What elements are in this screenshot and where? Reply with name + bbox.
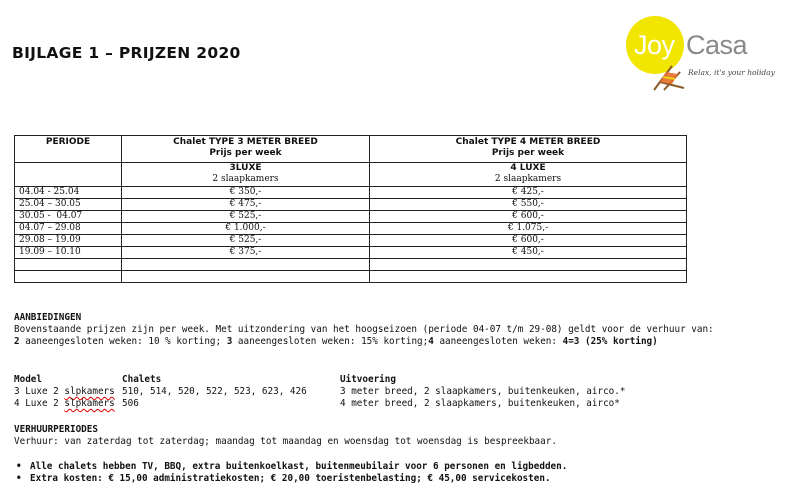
price-type4-cell: € 600,- bbox=[370, 235, 687, 247]
bullet-icon: • bbox=[16, 473, 22, 484]
table-row bbox=[15, 235, 687, 247]
bullet-text: Alle chalets hebben TV, BBQ, extra buitenkoelkast, buitenmeubilair voor 6 personen en ligbedden. bbox=[30, 461, 568, 472]
table-row bbox=[15, 187, 687, 199]
offers-text-line2 bbox=[14, 336, 658, 348]
price-type3-cell: € 525,- bbox=[122, 235, 370, 247]
offers-t1: aaneengesloten weken: 10 % korting; bbox=[19, 336, 227, 347]
price-table bbox=[14, 135, 687, 283]
model-prefix: 4 Luxe 2 bbox=[14, 398, 65, 409]
model-word: slpkamers bbox=[64, 398, 115, 409]
table-row-empty bbox=[15, 271, 687, 283]
price-type3-cell: € 1.000,- bbox=[122, 223, 370, 235]
offers-t3: aaneengesloten weken: bbox=[433, 336, 563, 347]
bullet-text: Extra kosten: € 15,00 administratiekosten; € 20,00 toeristenbelasting; € 45,00 servicekosten. bbox=[30, 473, 551, 484]
joycasa-logo bbox=[622, 8, 794, 94]
price-type3-cell: € 375,- bbox=[122, 247, 370, 259]
table-row bbox=[15, 199, 687, 211]
period-cell: 25.04 – 30.05 bbox=[15, 199, 122, 211]
offers-n3: 4 bbox=[428, 336, 434, 347]
table-row bbox=[15, 223, 687, 235]
price-type3-cell: € 350,- bbox=[122, 187, 370, 199]
table-subheader-row bbox=[15, 163, 687, 187]
period-cell: 30.05 - 04.07 bbox=[15, 211, 122, 223]
subheader-empty bbox=[15, 163, 122, 187]
price-type4-cell: € 425,- bbox=[370, 187, 687, 199]
offers-t2: aaneengesloten weken: 15% korting; bbox=[232, 336, 429, 347]
price-type4-cell: € 600,- bbox=[370, 211, 687, 223]
rental-heading: VERHUURPERIODES bbox=[14, 424, 98, 435]
subheader-type3 bbox=[122, 163, 370, 187]
rental-text: Verhuur: van zaterdag tot zaterdag; maandag tot maandag en woensdag tot woensdag is bespreekbaar. bbox=[14, 436, 557, 447]
model-prefix: 3 Luxe 2 bbox=[14, 386, 65, 397]
subheader-type4-rooms: 2 slaapkamers bbox=[494, 174, 562, 184]
header-type4-subtitle: Prijs per week bbox=[491, 148, 565, 158]
subheader-type4-model: 4 LUXE bbox=[510, 163, 546, 173]
offers-bold-end: 4=3 (25% korting) bbox=[562, 336, 658, 347]
model-word: slpkamers bbox=[64, 386, 115, 397]
list-item bbox=[16, 473, 551, 485]
chalets-cell: 506 bbox=[122, 398, 139, 409]
offers-n2: 3 bbox=[226, 336, 233, 347]
offers-text-line1: Bovenstaande prijzen zijn per week. Met uitzondering van het hoogseizoen (periode 04-07 t/m 29-08) geldt voor de verhuur van: bbox=[14, 324, 714, 335]
page-title: BIJLAGE 1 – PRIJZEN 2020 bbox=[12, 44, 241, 62]
model-cell bbox=[14, 386, 115, 398]
subheader-type3-model: 3LUXE bbox=[229, 163, 262, 173]
chalets-header: Chalets bbox=[122, 374, 162, 385]
header-type3-title: Chalet TYPE 3 METER BREED bbox=[173, 137, 318, 147]
offers-n1: 2 bbox=[14, 336, 20, 347]
price-type4-cell: € 450,- bbox=[370, 247, 687, 259]
logo-joy-text: Joy bbox=[634, 30, 675, 60]
period-cell: 04.04 - 25.04 bbox=[15, 187, 122, 199]
logo-casa-text: Casa bbox=[686, 30, 748, 60]
price-type4-cell: € 1.075,- bbox=[370, 223, 687, 235]
header-periode-label: PERIODE bbox=[45, 137, 91, 147]
model-header: Model bbox=[14, 374, 42, 385]
period-cell: 04.07 – 29.08 bbox=[15, 223, 122, 235]
bullet-icon: • bbox=[16, 461, 22, 472]
table-row bbox=[15, 211, 687, 223]
uitvoering-cell: 3 meter breed, 2 slaapkamers, buitenkeuken, airco.* bbox=[340, 386, 626, 397]
subheader-type4 bbox=[370, 163, 687, 187]
offers-heading: AANBIEDINGEN bbox=[14, 312, 82, 323]
table-header-row bbox=[15, 136, 687, 163]
header-periode bbox=[15, 136, 122, 163]
header-type3 bbox=[122, 136, 370, 163]
list-item bbox=[16, 461, 568, 473]
period-cell: 29.08 – 19.09 bbox=[15, 235, 122, 247]
chalets-cell: 510, 514, 520, 522, 523, 623, 426 bbox=[122, 386, 307, 397]
deckchair-icon bbox=[650, 62, 690, 92]
subheader-type3-rooms: 2 slaapkamers bbox=[212, 174, 279, 184]
period-cell: 19.09 – 10.10 bbox=[15, 247, 122, 259]
price-type4-cell: € 550,- bbox=[370, 199, 687, 211]
header-type4-title: Chalet TYPE 4 METER BREED bbox=[455, 137, 601, 147]
uitvoering-cell: 4 meter breed, 2 slaapkamers, buitenkeuken, airco* bbox=[340, 398, 620, 409]
price-type3-cell: € 475,- bbox=[122, 199, 370, 211]
model-cell bbox=[14, 398, 115, 410]
table-row bbox=[15, 247, 687, 259]
uitvoering-header: Uitvoering bbox=[340, 374, 396, 385]
header-type3-subtitle: Prijs per week bbox=[209, 148, 282, 158]
table-row-empty bbox=[15, 259, 687, 271]
header-type4 bbox=[370, 136, 687, 163]
logo-tagline: Relax, it's your holiday bbox=[688, 68, 775, 77]
price-type3-cell: € 525,- bbox=[122, 211, 370, 223]
